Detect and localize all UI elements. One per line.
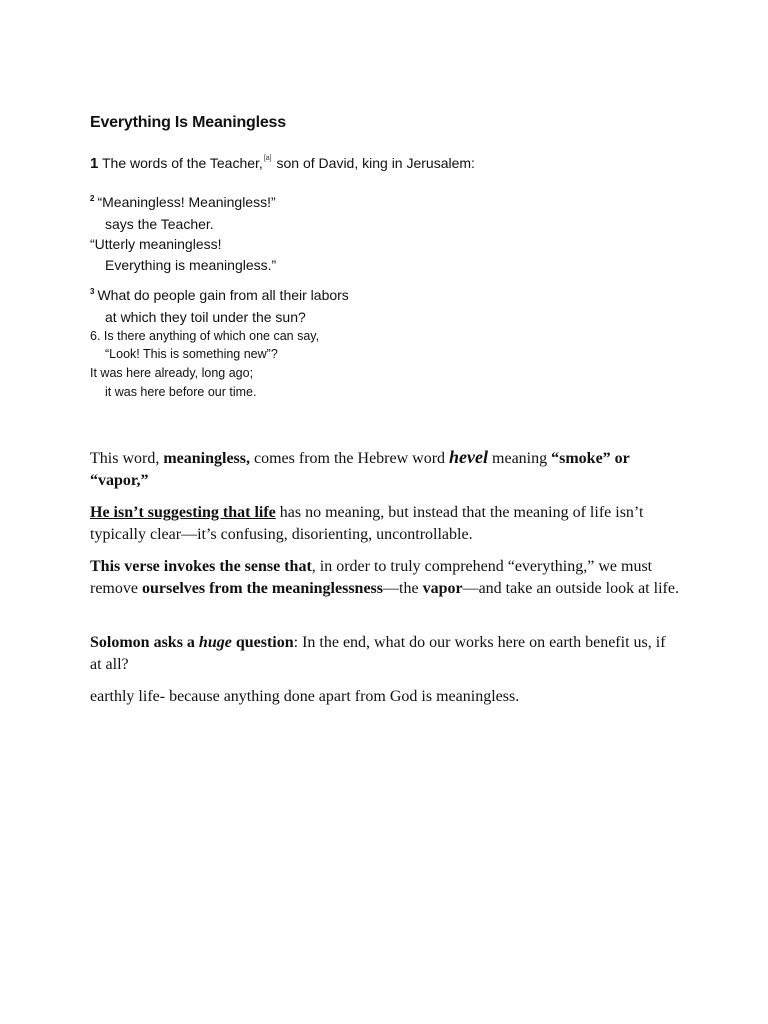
verse-number: 2: [90, 194, 95, 203]
emphasis: question: [231, 634, 294, 651]
verse-2-line: says the Teacher.: [105, 216, 214, 232]
commentary-paragraph: This verse invokes the sense that, in order to truly comprehend “everything,” we must remove ourselves from the meaninglessness—the vapor—and take an outside look at life.: [90, 558, 679, 597]
commentary-paragraph: Solomon asks a huge question: In the end, what do our works here on earth benefit us, if at all?: [90, 634, 666, 673]
commentary-paragraph: He isn’t suggesting that life has no meaning, but instead that the meaning of life isn’t typically clear—it’s confusing, disorienting, uncontrollable.: [90, 504, 644, 543]
verse-text: The words of the Teacher,: [101, 155, 263, 171]
verse-2-line: Everything is meaningless.”: [105, 257, 277, 273]
verse-number: 1: [90, 155, 99, 172]
verse-3-line: $^3$ What do people gain from all their labors: [90, 287, 349, 303]
verse-3-line: at which they toil under the sun?: [105, 309, 306, 325]
commentary-paragraph: This word, meaningless, comes from the Hebrew word hevel meaning “smoke” or “vapor,”: [90, 447, 630, 489]
emphasis: This verse invokes the sense that: [90, 558, 312, 575]
emphasis: ourselves from the meaninglessness: [141, 580, 384, 597]
commentary-paragraph: earthly life- because anything done apart from God is meaningless.: [90, 688, 520, 705]
verse-6-line: “Look! This is something new”?: [105, 347, 278, 361]
emphasis: “smoke” or “vapor,”: [90, 450, 630, 489]
page-title: Everything Is Meaningless: [90, 114, 286, 131]
verse-6-line: it was here before our time.: [105, 385, 257, 399]
emphasis: vapor: [422, 580, 463, 597]
emphasis: meaningless,: [163, 450, 250, 467]
footnote-marker[interactable]: [a]: [263, 155, 272, 162]
emphasis: Solomon asks a: [90, 634, 199, 651]
verse-6-line: 6. Is there anything of which one can say,: [90, 329, 320, 343]
verse-text: son of David, king in Jerusalem:: [276, 155, 475, 171]
verse-2-line: “Utterly meaningless!: [90, 236, 222, 252]
hebrew-word: hevel: [449, 447, 489, 467]
verse-number: 3: [90, 287, 95, 296]
verse-6-line: It was here already, long ago;: [90, 366, 254, 380]
emphasis: huge: [198, 634, 232, 651]
emphasis: He isn’t suggesting that life: [90, 504, 276, 521]
verse-2-line: $^2$ “Meaningless! Meaningless!”: [90, 194, 276, 210]
verse-1: [90, 155, 475, 172]
